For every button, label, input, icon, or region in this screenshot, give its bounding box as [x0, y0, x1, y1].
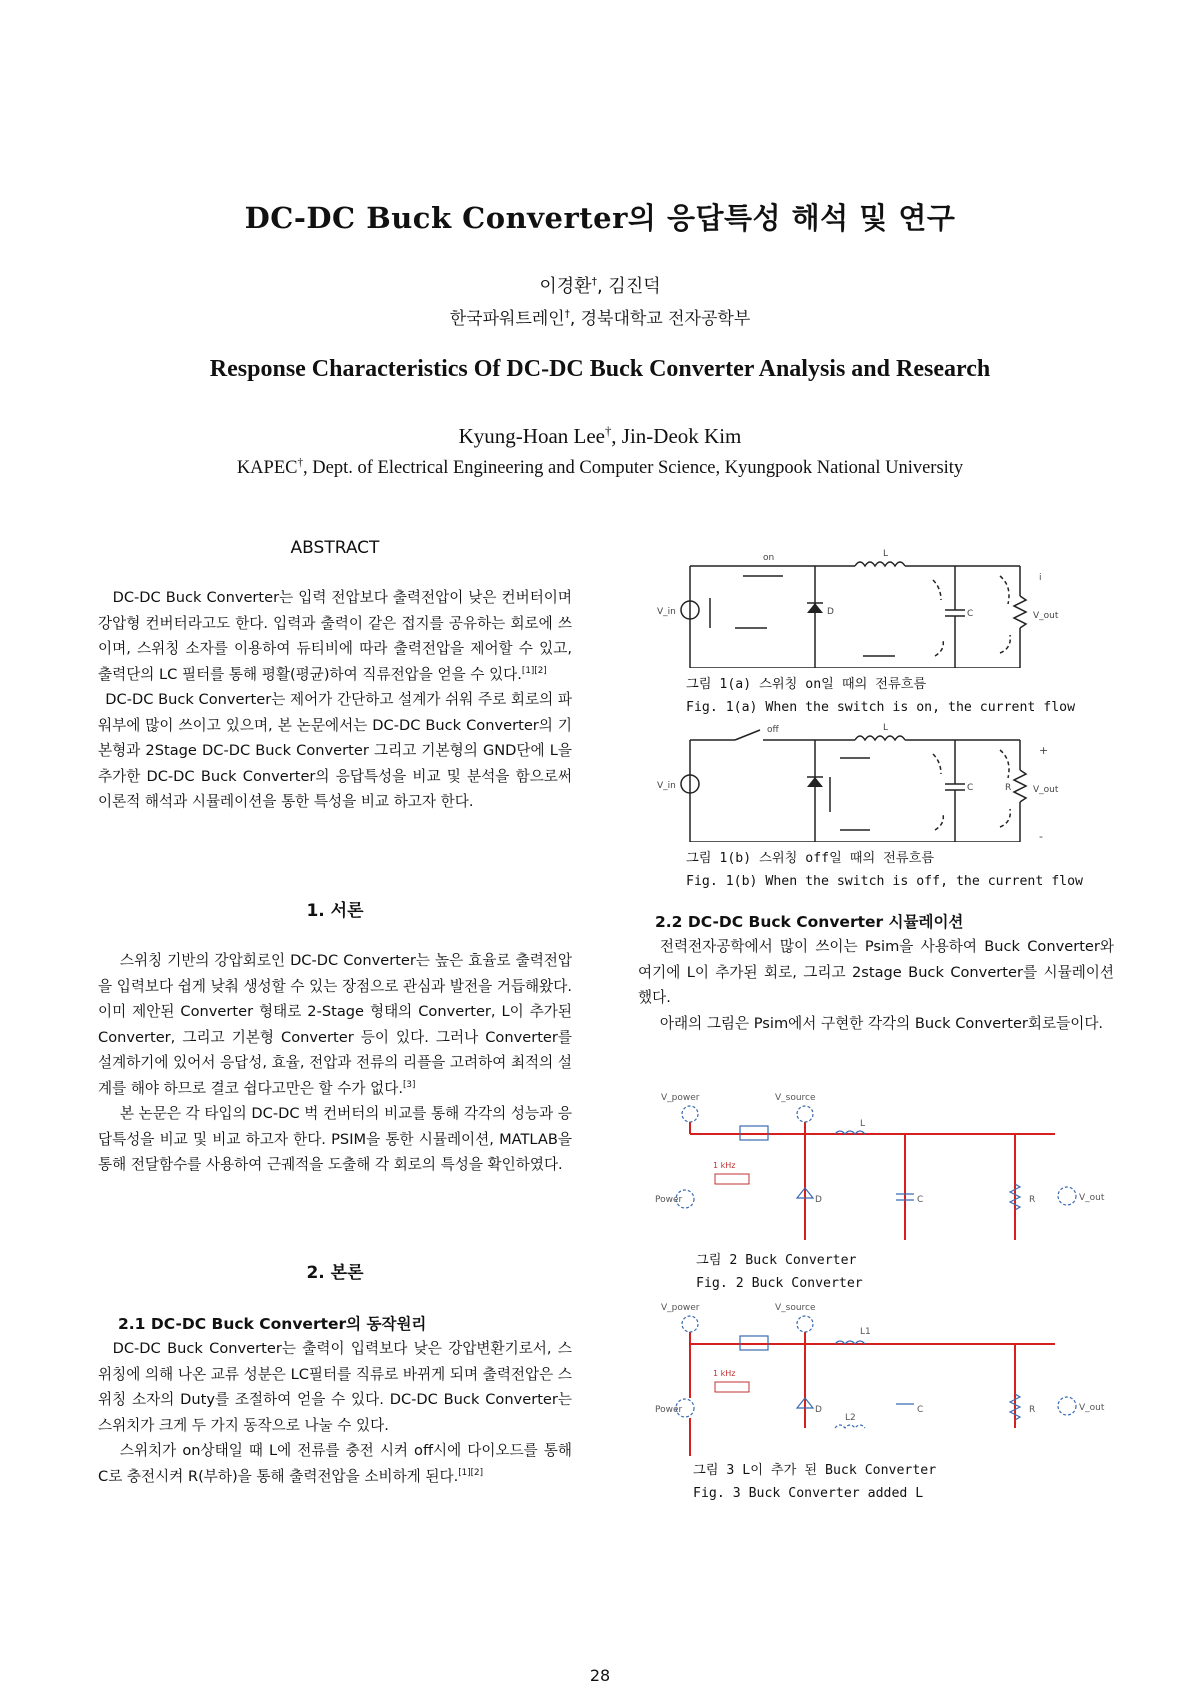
clock-label: 1 kHz [713, 1161, 736, 1170]
v-source-label: V_source [775, 1093, 816, 1103]
vin-label: V_in [657, 781, 676, 791]
figure-3-caption-ko: 그림 3 L이 추가 된 Buck Converter [693, 1463, 937, 1478]
subsection-2-1-p2: 스위치가 on상태일 때 L에 전류를 충전 시켜 off시에 다이오드를 통해 C로 충전시켜 R(부하)을 통해 출력전압을 소비하게 된다. [98, 1442, 572, 1485]
vout-label: V_out [1079, 1403, 1105, 1413]
power-label: Power [655, 1195, 683, 1205]
diode-label: D [815, 1405, 822, 1415]
capacitor-label: C [967, 783, 974, 793]
section-1-p1: 스위칭 기반의 강압회로인 DC-DC Converter는 높은 효율로 출력전압을 입력보다 쉽게 낮춰 생성할 수 있는 장점으로 관심과 발전을 거듭해왔다. 이미 제안된 Converter 형태로 2-Stage 형태의 Converter, L이 추가된 Converter, 그리고 기본형 Converter 등이 있다. 그러나 Converter를 설계하기에 있어서 응답성, 효율, 전압과 전류의 리플을 고려하여 최적의 설계를 해야 하므로 결코 쉽다고만은 할 수가 없다. [98, 952, 572, 1097]
abstract-body [98, 585, 572, 815]
resistor-label: R [1029, 1405, 1036, 1415]
abstract-paragraph [98, 585, 572, 687]
vin-label: V_in [657, 607, 676, 617]
paper-title-en: Response Characteristics Of DC-DC Buck Converter Analysis and Research [209, 356, 991, 382]
dagger-mark: † [297, 456, 304, 469]
v-power-label: V_power [661, 1303, 700, 1313]
figure-3-circuit [655, 1298, 1115, 1458]
figure-1a-caption-ko: 그림 1(a) 스위칭 on일 때의 전류흐름 [686, 677, 927, 692]
citation: [1][2] [521, 665, 547, 676]
off-label: off [767, 725, 779, 735]
resistor-label: R [1029, 1195, 1036, 1205]
figure-2-circuit [655, 1088, 1115, 1250]
dagger-mark: † [564, 309, 570, 321]
on-label: on [763, 553, 775, 563]
figure-1b-circuit [655, 722, 1075, 842]
subsection-2-2-paragraph: 전력전자공학에서 많이 쓰이는 Psim을 사용하여 Buck Converter와 여기에 L이 추가된 회로, 그리고 2stage Buck Converter를 시뮬레이션 했다. [638, 938, 1114, 1006]
v-source-label: V_source [775, 1303, 816, 1313]
section-2-heading: 2. 본론 [306, 1263, 364, 1283]
inductor-label: L [860, 1119, 866, 1129]
inductor-2-label: L2 [845, 1413, 856, 1423]
author-rest-en: , Jin-Deok Kim [611, 424, 742, 448]
figure-1b-caption-ko: 그림 1(b) 스위칭 off일 때의 전류흐름 [686, 851, 935, 866]
subsection-2-1-heading: 2.1 DC-DC Buck Converter의 동작원리 [118, 1315, 427, 1333]
subsection-2-2-paragraph: 아래의 그림은 Psim에서 구현한 각각의 Buck Converter회로들이다. [659, 1014, 1104, 1032]
affiliation-ko [0, 304, 1200, 329]
citation: [3] [402, 1079, 416, 1090]
page-number: 28 [589, 1666, 611, 1685]
affil-first: 한국파워트레인 [449, 309, 565, 329]
vout-label: V_out [1079, 1193, 1105, 1203]
author-rest: , 김진덕 [596, 276, 661, 297]
section-1-paragraph [98, 948, 572, 1101]
abstract-paragraph: DC-DC Buck Converter는 제어가 간단하고 설계가 쉬워 주로 회로의 파워부에 많이 쓰이고 있으며, 본 논문에서는 DC-DC Buck Converter의 기본형과 2Stage DC-DC Buck Converter 그리고 기본형의 GND단에 L을 추가한 DC-DC Buck Converter의 응답특성을 비교 및 분석을 함으로써 이론적 해석과 시뮬레이션을 통한 특성을 비교 하고자 한다. [98, 691, 572, 810]
capacitor-label: C [917, 1195, 924, 1205]
subsection-2-1-paragraph [98, 1438, 572, 1489]
figure-1a-caption-en: Fig. 1(a) When the switch is on, the current flow [686, 700, 1076, 715]
subsection-2-1-paragraph: DC-DC Buck Converter는 출력이 입력보다 낮은 강압변환기로서, 스위칭에 의해 나온 교류 성분은 LC필터를 직류로 바뀌게 되며 출력전압은 스위칭 소자의 Duty를 조절하여 얻을 수 있다. DC-DC Buck Converter는 스위치가 크게 두 가지 동작으로 나눌 수 있다. [98, 1340, 572, 1434]
affil-first-en: KAPEC [236, 458, 298, 478]
figure-1a-circuit [655, 548, 1075, 668]
figure-1b-caption-en: Fig. 1(b) When the switch is off, the current flow [686, 874, 1083, 889]
section-1-paragraph: 본 논문은 각 타입의 DC-DC 벅 컨버터의 비교를 통해 각각의 성능과 응답특성을 비교 및 비교 하고자 한다. PSIM을 통한 시뮬레이션, MATLAB을 통해 전달함수를 사용하여 근궤적을 도출해 각 회로의 특성을 확인하였다. [98, 1105, 572, 1173]
authors-en [0, 424, 1200, 449]
affil-rest: , 경북대학교 전자공학부 [569, 309, 751, 329]
authors-ko [0, 272, 1200, 298]
abstract-p1: DC-DC Buck Converter는 입력 전압보다 출력전압이 낮은 컨버터이며 강압형 컨버터라고도 한다. 입력과 출력이 같은 접지를 공유하는 회로에 쓰이며, 스위칭 소자를 이용하여 듀티비에 따라 출력전압을 제어할 수 있고, 출력단의 LC 필터를 통해 평활(평균)하여 직류전압을 얻을 수 있다. [98, 589, 572, 683]
paper-title-ko: DC-DC Buck Converter의 응답특성 해석 및 연구 [244, 201, 956, 235]
affiliation-en [0, 458, 1200, 479]
figure-2-caption-ko: 그림 2 Buck Converter [696, 1253, 857, 1268]
section-1-body [98, 948, 572, 1178]
v-power-label: V_power [661, 1093, 700, 1103]
abstract-heading: ABSTRACT [290, 538, 380, 558]
capacitor-label: C [917, 1405, 924, 1415]
current-label: i [1039, 573, 1042, 583]
capacitor-label: C [967, 609, 974, 619]
author-first-en: Kyung-Hoan Lee [458, 424, 605, 448]
subsection-2-2-heading: 2.2 DC-DC Buck Converter 시뮬레이션 [655, 913, 964, 931]
subsection-2-1-body [98, 1336, 572, 1489]
subsection-2-2-body [638, 934, 1114, 1036]
author-first: 이경환 [539, 276, 592, 297]
affil-rest-en: , Dept. of Electrical Engineering and Computer Science, Kyungpook National University [303, 458, 964, 478]
inductor-1-label: L1 [860, 1327, 871, 1337]
inductor-label: L [883, 723, 889, 733]
clock-label: 1 kHz [713, 1369, 736, 1378]
inductor-label: L [883, 549, 889, 559]
plus-label: + [1039, 744, 1049, 757]
resistor-label: R [1005, 783, 1012, 793]
section-1-heading: 1. 서론 [306, 901, 364, 921]
vout-label: V_out [1033, 611, 1059, 621]
diode-label: D [815, 1195, 822, 1205]
dagger-mark: † [591, 275, 597, 288]
minus-label: - [1039, 830, 1043, 842]
figure-3-caption-en: Fig. 3 Buck Converter added L [693, 1486, 924, 1501]
figure-2-caption-en: Fig. 2 Buck Converter [696, 1276, 863, 1291]
dagger-mark: † [605, 424, 612, 438]
citation: [1][2] [458, 1467, 484, 1478]
vout-label: V_out [1033, 785, 1059, 795]
diode-label: D [827, 607, 834, 617]
power-label: Power [655, 1405, 683, 1415]
